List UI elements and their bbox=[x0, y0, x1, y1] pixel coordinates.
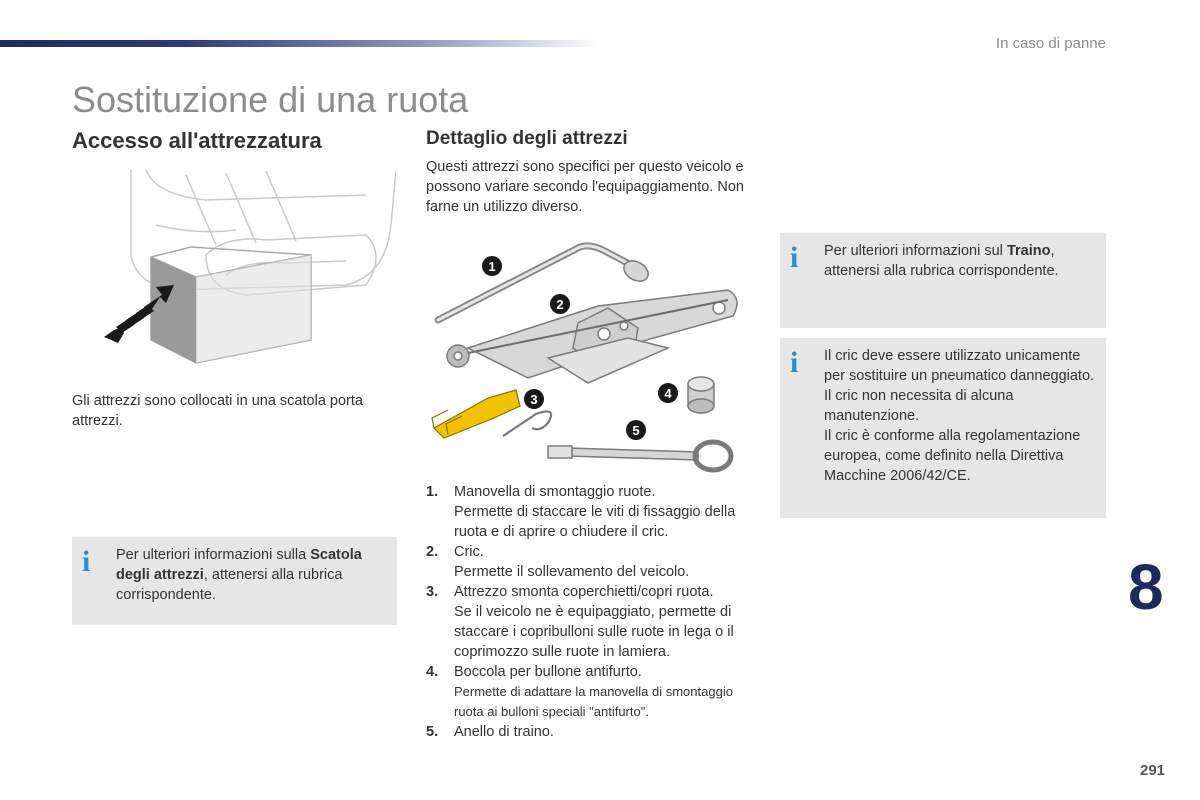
svg-text:5: 5 bbox=[632, 423, 640, 438]
header-gradient-bar bbox=[0, 40, 600, 47]
info-icon: i bbox=[790, 346, 799, 379]
toolbox-caption: Gli attrezzi sono collocati in una scatola porta attrezzi. bbox=[72, 393, 363, 429]
seat-toolbox-illustration bbox=[96, 165, 396, 365]
info-box-toolbox bbox=[72, 537, 397, 625]
tools-intro: Questi attrezzi sono specifici per questo veicolo e possono variare secondo l'equipaggiamento. Non farne un utilizzo diverso. bbox=[426, 159, 744, 215]
info-box-jack bbox=[780, 338, 1106, 518]
info-icon: i bbox=[82, 545, 91, 578]
chapter-number: 8 bbox=[1128, 551, 1164, 623]
svg-text:4: 4 bbox=[664, 386, 672, 401]
access-heading: Accesso all'attrezzatura bbox=[72, 128, 322, 153]
callout-2 bbox=[550, 294, 570, 314]
info-box-towing bbox=[780, 233, 1106, 328]
page-number: 291 bbox=[1140, 762, 1166, 779]
list-item: 1. Manovella di smontaggio ruote. Permette di staccare le viti di fissaggio della ruota e di aprire o chiudere il cric. bbox=[426, 484, 736, 540]
info-text: Per ulteriori informazioni sulla Scatola degli attrezzi, attenersi alla rubrica corrispondente. bbox=[116, 547, 362, 603]
callout-3 bbox=[524, 389, 544, 409]
svg-text:3: 3 bbox=[530, 392, 538, 407]
list-item: 3. Attrezzo smonta coperchietti/copri ruota. Se il veicolo ne è equipaggiato, permette di staccare i copribulloni sulle ruote in lega o il coprimozzo sulle ruote in lamiera. bbox=[426, 584, 734, 660]
anti-theft-socket-tool bbox=[688, 377, 714, 413]
page-title: Sostituzione di una ruota bbox=[72, 79, 469, 120]
tools-illustration bbox=[428, 238, 748, 473]
list-item: 2. Cric. Permette il sollevamento del veicolo. bbox=[426, 544, 690, 580]
jack-tool bbox=[447, 290, 737, 383]
callout-1 bbox=[482, 256, 502, 276]
info-text: Il cric deve essere utilizzato unicamente per sostituire un pneumatico danneggiato. Il cric non necessita di alcuna manutenzione. Il cric è conforme alla regolamentazione europea, come definito nella Direttiva Macchine 2006/42/CE. bbox=[824, 348, 1095, 484]
section-label: In caso di panne bbox=[995, 35, 1106, 52]
list-item: 5. Anello di traino. bbox=[426, 724, 554, 740]
callout-5 bbox=[626, 420, 646, 440]
svg-text:2: 2 bbox=[556, 297, 564, 312]
svg-text:1: 1 bbox=[488, 259, 496, 274]
tools-detail-heading: Dettaglio degli attrezzi bbox=[426, 128, 628, 149]
towing-eye-tool bbox=[548, 442, 731, 470]
tools-list bbox=[426, 482, 766, 742]
info-text: Per ulteriori informazioni sul Traino, attenersi alla rubrica corrispondente. bbox=[824, 243, 1059, 279]
list-item: 4. Boccola per bullone antifurto. Permette di adattare la manovella di smontaggio ruota ai bulloni speciali "antifurto". bbox=[426, 664, 733, 719]
info-icon: i bbox=[790, 241, 799, 274]
callout-4 bbox=[658, 383, 678, 403]
